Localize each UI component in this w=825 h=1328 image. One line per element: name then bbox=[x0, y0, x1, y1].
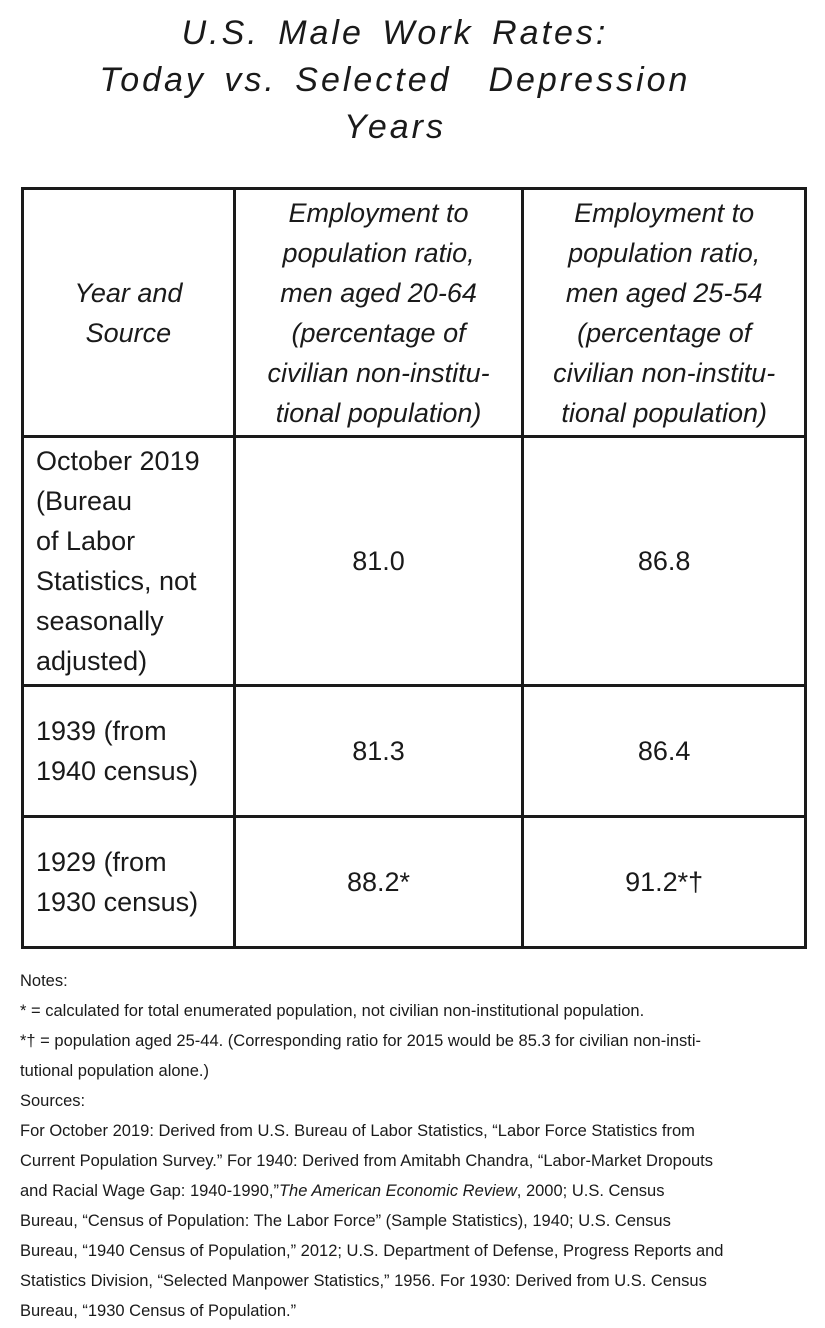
notes-heading: Notes: bbox=[20, 972, 68, 990]
row-year-source: 1929 (from 1930 census) bbox=[23, 817, 235, 948]
page-title bbox=[0, 10, 790, 151]
source-line: Bureau, “Census of Population: The Labor Force” (Sample Statistics), 1940; U.S. Census bbox=[20, 1212, 671, 1230]
value-men-20-64: 81.3 bbox=[234, 686, 523, 817]
header-year-source: Year and Source bbox=[23, 189, 235, 437]
header-men-25-54: Employment to population ratio, men aged 25-54 (percentage of civilian non-institu- tional population) bbox=[523, 189, 806, 437]
source-line: Bureau, “1930 Census of Population.” bbox=[20, 1302, 297, 1320]
table-header-row bbox=[23, 189, 806, 437]
table-row bbox=[23, 817, 806, 948]
sources-heading: Sources: bbox=[20, 1092, 86, 1110]
note-dagger-line-2: tutional population alone.) bbox=[20, 1062, 209, 1080]
journal-title: The American Economic Review bbox=[278, 1182, 517, 1200]
row-year-source: 1939 (from 1940 census) bbox=[23, 686, 235, 817]
table-row bbox=[23, 686, 806, 817]
title-line-2: Today vs. Selected Depression bbox=[99, 61, 691, 99]
header-men-20-64: Employment to population ratio, men aged 20-64 (percentage of civilian non-institu- tional population) bbox=[234, 189, 523, 437]
notes-section bbox=[20, 966, 820, 1326]
source-line: For October 2019: Derived from U.S. Bureau of Labor Statistics, “Labor Force Statistics from bbox=[20, 1122, 695, 1140]
work-rates-table bbox=[21, 187, 807, 949]
note-dagger-line-1: *† = population aged 25-44. (Corresponding ratio for 2015 would be 85.3 for civilian non-insti- bbox=[20, 1032, 702, 1050]
title-line-3: Years bbox=[344, 108, 446, 146]
row-year-source: October 2019 (Bureau of Labor Statistics, not seasonally adjusted) bbox=[23, 437, 235, 686]
source-line: Current Population Survey.” For 1940: Derived from Amitabh Chandra, “Labor-Market Dropouts bbox=[20, 1152, 714, 1170]
note-asterisk: * = calculated for total enumerated population, not civilian non-institutional population. bbox=[20, 1002, 645, 1020]
value-men-25-54: 91.2*† bbox=[523, 817, 806, 948]
value-men-25-54: 86.4 bbox=[523, 686, 806, 817]
value-men-20-64: 88.2* bbox=[234, 817, 523, 948]
table-row bbox=[23, 437, 806, 686]
value-men-25-54: 86.8 bbox=[523, 437, 806, 686]
value-men-20-64: 81.0 bbox=[234, 437, 523, 686]
source-line: and Racial Wage Gap: 1940-1990,”The American Economic Review, 2000; U.S. Census bbox=[20, 1182, 665, 1200]
source-line: Bureau, “1940 Census of Population,” 2012; U.S. Department of Defense, Progress Reports and bbox=[20, 1242, 724, 1260]
source-line: Statistics Division, “Selected Manpower Statistics,” 1956. For 1930: Derived from U.S. Census bbox=[20, 1272, 707, 1290]
title-line-1: U.S. Male Work Rates: bbox=[181, 14, 609, 52]
